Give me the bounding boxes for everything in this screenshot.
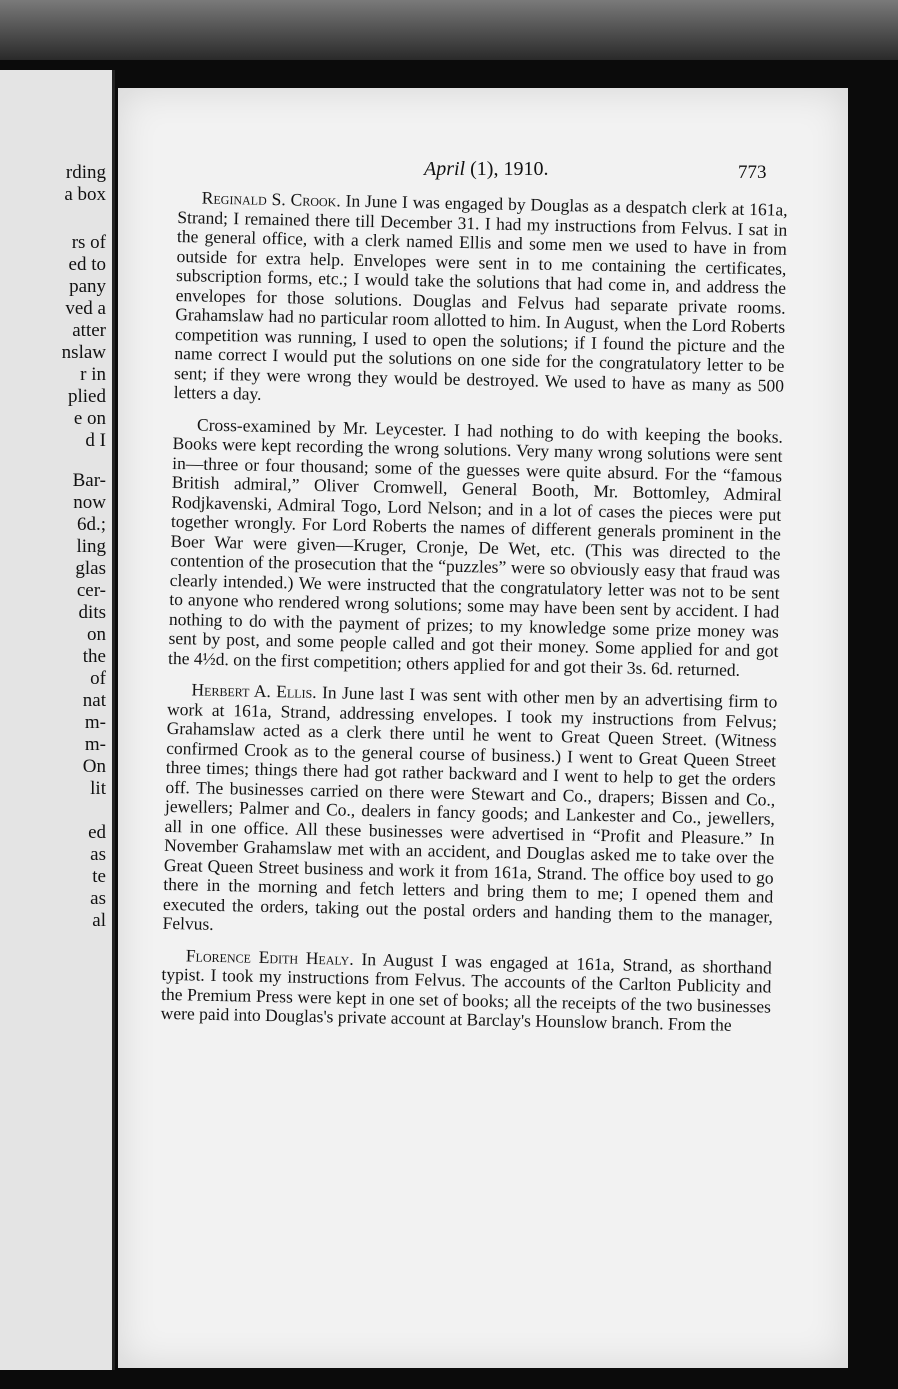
margin-fragment: on (87, 624, 106, 645)
book-page (118, 88, 848, 1368)
margin-fragment: now (73, 492, 106, 513)
margin-fragment: ved a (65, 298, 106, 319)
margin-fragment: r in (80, 364, 106, 385)
testimony-paragraph (161, 945, 772, 1036)
margin-fragment: a box (64, 184, 106, 205)
running-title (424, 158, 548, 181)
margin-fragment: ed to (68, 254, 106, 275)
page-number: 773 (738, 162, 767, 183)
testimony-paragraph (174, 188, 788, 415)
margin-fragment: On (82, 756, 106, 777)
margin-fragment: rs of (71, 232, 106, 253)
margin-fragment: nslaw (61, 342, 106, 363)
margin-fragment: ling (76, 536, 106, 557)
margin-fragment: 6d.; (76, 514, 106, 535)
margin-fragment: plied (68, 386, 106, 407)
testimony-text: Cross-examined by Mr. Leycester. I had nothing to do with keeping the books. Books were kept recording the wrong solutions. Very many wrong solutions were sent in—three or four thousand; some of the guesses were quite absurd. For the “famous British admiral,” Oliver Cromwell, General Booth, Mr. Bottomley, Admiral Rodjkavenski, Admiral Togo, Lord Nelson; and in a lot of cases the pieces were put together wrongly. For Lord Roberts the names of different generals prominent in the Boer War were given—Kruger, Cronje, De Wet, etc. (This was directed to the contention of the prosecution that the “puzzles” were so obviously easy that fraud was clearly intended.) We were instructed that the congratulatory letter was not to be sent to anyone who rendered wrong solutions; some may have been sent by accident. I had nothing to do with the payment of prizes; to my knowledge some prize money was sent by post, and some people called and got their money. Some applied for and got the 4½d. on the first competition; others applied for and got their 3s. 6d. returned. (167, 413, 784, 680)
running-title-date: (1), 1910. (465, 158, 549, 180)
testimony-text: In August I was engaged at 161a, Strand, as shorthand typist. I took my instructions from Felvus. The accounts of the Carlton Publicity and the Premium Press were kept in one set of books; all the receipts of the two businesses were paid into Douglas's private account at Barclay's Hounslow branch. From the (160, 948, 773, 1035)
margin-fragment: cer- (76, 580, 106, 601)
margin-fragment: m- (84, 712, 106, 733)
margin-fragment: ed (88, 822, 106, 843)
margin-fragment: d I (85, 430, 106, 451)
margin-fragment: Bar- (72, 470, 106, 491)
witness-name: Reginald S. Crook. (201, 187, 341, 211)
margin-fragment: al (92, 910, 106, 931)
facing-page-edge (0, 70, 115, 1370)
witness-name: Herbert A. Ellis. (191, 679, 317, 703)
page-body (160, 188, 788, 1048)
scan-border-top (0, 0, 898, 60)
margin-fragment: te (92, 866, 106, 887)
testimony-paragraph (168, 414, 783, 680)
margin-fragment: as (90, 888, 106, 909)
margin-fragment: rding (65, 162, 106, 183)
margin-fragment: pany (69, 276, 106, 297)
witness-name: Florence Edith Healy. (185, 944, 354, 969)
margin-fragment: nat (82, 690, 106, 711)
margin-fragment: lit (90, 778, 106, 799)
margin-fragment: as (90, 844, 106, 865)
testimony-paragraph (162, 680, 777, 946)
margin-fragment: glas (75, 558, 106, 579)
testimony-text: In June last I was sent with other men by an advertising firm to work at 161a, Strand, addressing envelopes. I took my instructions from Felvus; Grahamslaw acted as a clerk there until he went to Great Queen Street. (Witness confirmed Crook as to the general course of business.) I went to Great Queen Street three times; things there had got rather backward and I went to help to get the orders off. The businesses carried on there were Stewart and Co., drapers; Bissen and Co., jewellers; Palmer and Co., dealers in fancy goods; and Lankester and Co., jewellers, all in one office. All these businesses were advertised in “Profit and Pleasure.” In November Grahamslaw met with an accident, and Douglas asked me to take over the Great Queen Street business and work it from 161a, Strand. The office boy used to go there in the morning and fetch letters and bring them to me; I opened them and executed the orders, taking out the postal orders and handing them to the manager, Felvus. (162, 682, 778, 934)
margin-fragment: e on (73, 408, 106, 429)
margin-fragment: m- (84, 734, 106, 755)
margin-fragment: atter (72, 320, 106, 341)
running-head (118, 158, 848, 188)
margin-fragment: of (90, 668, 106, 689)
margin-fragment: the (82, 646, 106, 667)
testimony-text: In June I was engaged by Douglas as a despatch clerk at 161a, Strand; I remained there till December 31. I had my instructions from Felvus. I sat in the general office, with a clerk named Ellis and some men we used to have in from outside for extra help. Envelopes were sent in to me containing the certificates, subscription forms, etc.; I would take the solutions that had come in, and address the envelopes for those solutions. Douglas and Felvus had separate private rooms. Grahamslaw had no particular room allotted to him. In August, when the Lord Roberts competition was running, I used to open the solutions; if I found the picture and the name correct I would put the solutions on one side for the congratulatory letter to be sent; if they were wrong they would be destroyed. We used to have as many as 500 letters a day. (173, 190, 788, 404)
running-title-month: April (424, 158, 466, 180)
margin-fragment: dits (78, 602, 106, 623)
